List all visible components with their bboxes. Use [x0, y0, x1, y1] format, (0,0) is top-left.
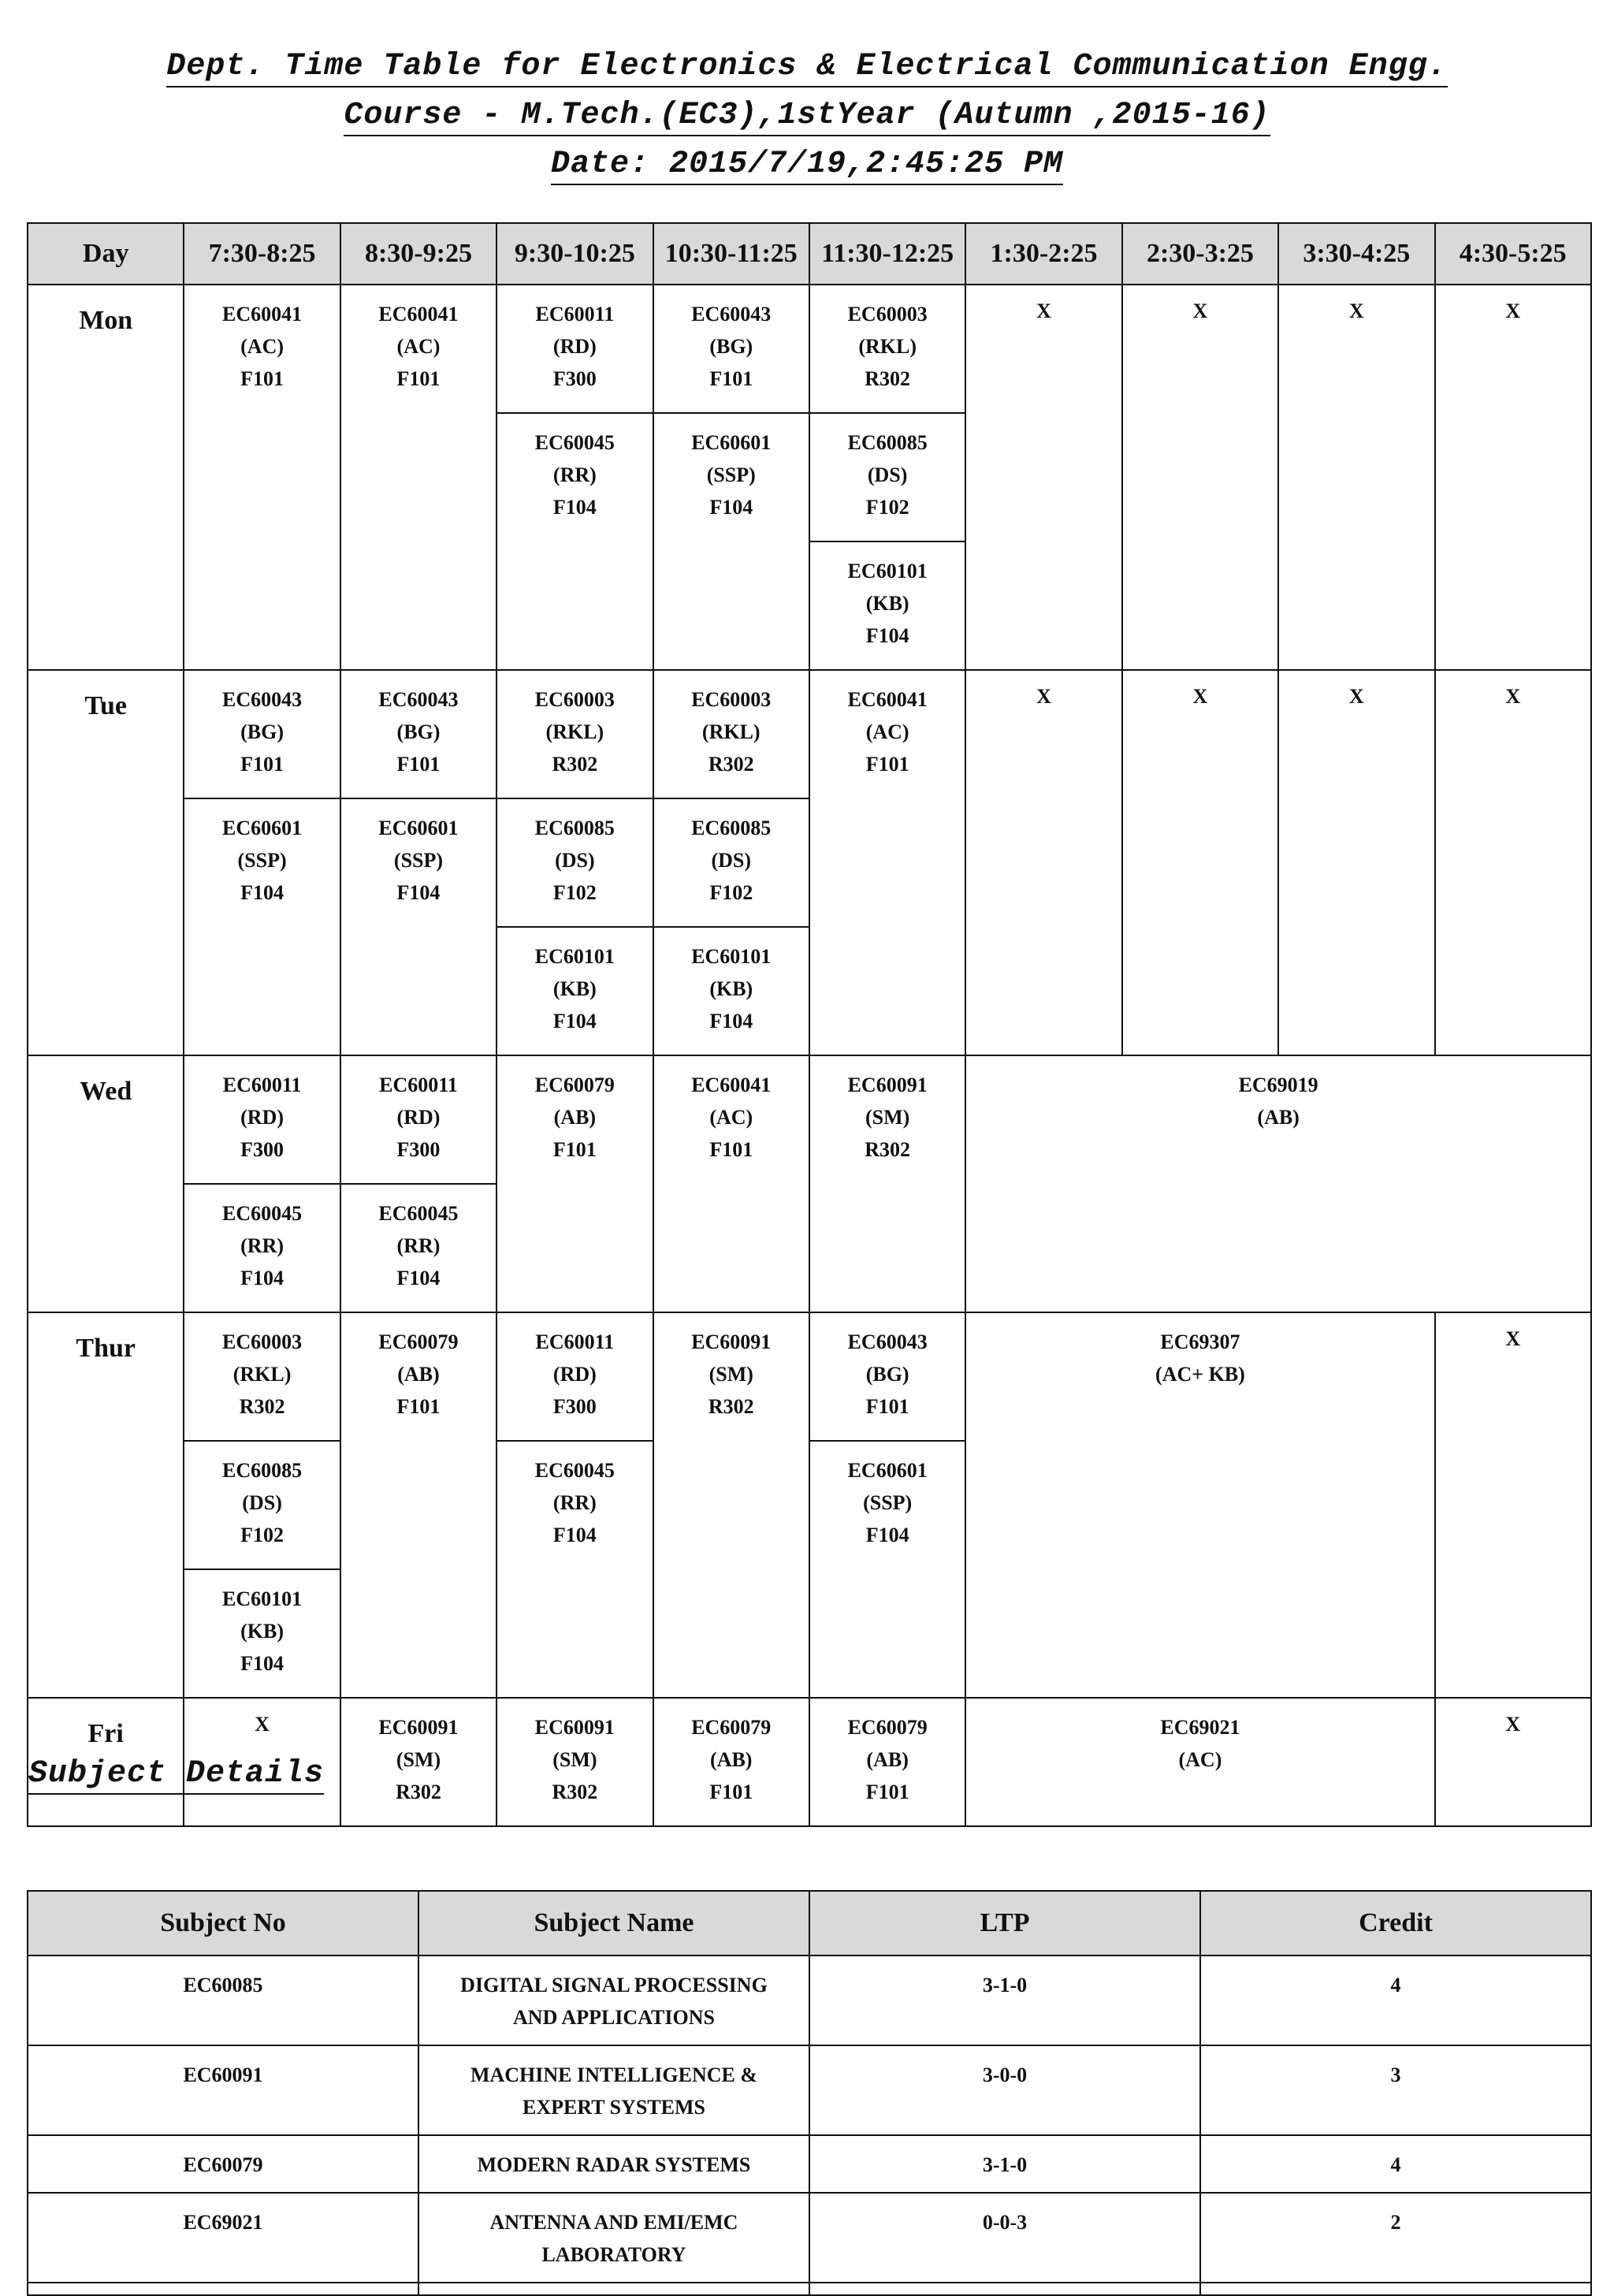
- no-class-mark: X: [1435, 1698, 1591, 1826]
- class-cell: EC60045 (RR) F104: [496, 1441, 653, 1698]
- table-row: [28, 2045, 1591, 2135]
- subject-ltp: 3-0-0: [809, 2045, 1200, 2135]
- col-header-slot: 11:30-12:25: [809, 223, 965, 285]
- class-cell: EC60043 (BG) F101: [340, 670, 496, 798]
- class-cell: EC60003 (RKL) R302: [809, 285, 965, 413]
- header-date: Date: 2015/7/19,2:45:25 PM: [0, 147, 1614, 182]
- timetable: [27, 222, 1592, 1827]
- subject-credit: 2: [1200, 2193, 1591, 2283]
- no-class-mark: X: [965, 285, 1121, 670]
- no-class-mark: X: [965, 670, 1121, 1055]
- col-header-ltp: LTP: [809, 1891, 1200, 1956]
- class-cell: EC60043 (BG) F101: [653, 285, 809, 413]
- class-cell: EC60091 (SM) R302: [809, 1055, 965, 1312]
- class-cell: EC60079 (AB) F101: [496, 1055, 653, 1312]
- class-cell: EC60085 (DS) F102: [496, 798, 653, 927]
- day-tue: Tue: [28, 670, 184, 1055]
- day-thu: Thur: [28, 1312, 184, 1698]
- empty-cell: [1200, 2283, 1591, 2295]
- day-wed: Wed: [28, 1055, 184, 1312]
- day-fri: Fri: [28, 1698, 184, 1826]
- class-cell: EC60043 (BG) F101: [184, 670, 340, 798]
- class-cell: EC60041 (AC) F101: [340, 285, 496, 670]
- col-header-slot: 8:30-9:25: [340, 223, 496, 285]
- class-cell: EC60091 (SM) R302: [340, 1698, 496, 1826]
- header-course: Course - M.Tech.(EC3),1stYear (Autumn ,2015-16): [0, 98, 1614, 133]
- class-cell: EC60079 (AB) F101: [809, 1698, 965, 1826]
- class-cell: EC60041 (AC) F101: [809, 670, 965, 1055]
- subject-name: MODERN RADAR SYSTEMS: [418, 2135, 809, 2193]
- class-cell: EC60003 (RKL) R302: [184, 1312, 340, 1441]
- lab-cell: EC69019 (AB): [965, 1055, 1591, 1312]
- subject-name: DIGITAL SIGNAL PROCESSING AND APPLICATIONS: [418, 1956, 809, 2045]
- subject-no: EC60091: [28, 2045, 418, 2135]
- class-cell: EC60045 (RR) F104: [184, 1184, 340, 1312]
- empty-cell: [809, 2283, 1200, 2295]
- subject-header-row: [28, 1891, 1591, 1956]
- class-cell: EC60101 (KB) F104: [809, 541, 965, 670]
- subject-no: EC60085: [28, 1956, 418, 2045]
- class-cell: EC60085 (DS) F102: [184, 1441, 340, 1569]
- table-row: [28, 2193, 1591, 2283]
- subject-name: ANTENNA AND EMI/EMC LABORATORY: [418, 2193, 809, 2283]
- table-row: [28, 1956, 1591, 2045]
- class-cell: EC60101 (KB) F104: [184, 1569, 340, 1698]
- no-class-mark: X: [1435, 1312, 1591, 1698]
- class-cell: EC60101 (KB) F104: [496, 927, 653, 1055]
- class-cell: EC60011 (RD) F300: [184, 1055, 340, 1184]
- subject-no: EC60079: [28, 2135, 418, 2193]
- col-header-slot: 10:30-11:25: [653, 223, 809, 285]
- class-cell: EC60003 (RKL) R302: [496, 670, 653, 798]
- class-cell: EC60085 (DS) F102: [809, 413, 965, 541]
- class-cell: EC60003 (RKL) R302: [653, 670, 809, 798]
- subject-credit: 4: [1200, 1956, 1591, 2045]
- timetable-header-row: [28, 223, 1591, 285]
- no-class-mark: X: [1278, 670, 1434, 1055]
- class-cell: EC60079 (AB) F101: [340, 1312, 496, 1698]
- subject-credit: 3: [1200, 2045, 1591, 2135]
- class-cell: EC60091 (SM) R302: [653, 1312, 809, 1698]
- day-mon: Mon: [28, 285, 184, 670]
- class-cell: EC60041 (AC) F101: [184, 285, 340, 670]
- class-cell: EC60091 (SM) R302: [496, 1698, 653, 1826]
- empty-cell: [418, 2283, 809, 2295]
- class-cell: EC60011 (RD) F300: [340, 1055, 496, 1184]
- no-class-mark: X: [184, 1698, 340, 1826]
- class-cell: EC60045 (RR) F104: [340, 1184, 496, 1312]
- subject-table: [27, 1890, 1592, 2296]
- class-cell: EC60045 (RR) F104: [496, 413, 653, 670]
- class-cell: EC60601 (SSP) F104: [184, 798, 340, 1055]
- subject-no: EC69021: [28, 2193, 418, 2283]
- subject-name: MACHINE INTELLIGENCE & EXPERT SYSTEMS: [418, 2045, 809, 2135]
- col-header-subject-name: Subject Name: [418, 1891, 809, 1956]
- class-cell: EC60011 (RD) F300: [496, 1312, 653, 1441]
- subject-ltp: 3-1-0: [809, 2135, 1200, 2193]
- class-cell: EC60601 (SSP) F104: [340, 798, 496, 1055]
- table-row: [28, 2135, 1591, 2193]
- col-header-slot: 2:30-3:25: [1122, 223, 1278, 285]
- subject-details-title: Subject Details: [28, 1756, 324, 1792]
- empty-cell: [28, 2283, 418, 2295]
- subject-ltp: 0-0-3: [809, 2193, 1200, 2283]
- col-header-slot: 9:30-10:25: [496, 223, 653, 285]
- col-header-day: Day: [28, 223, 184, 285]
- lab-cell: EC69307 (AC+ KB): [965, 1312, 1434, 1698]
- header-dept: Dept. Time Table for Electronics & Electrical Communication Engg.: [0, 49, 1614, 84]
- col-header-slot: 7:30-8:25: [184, 223, 340, 285]
- table-row: [28, 2283, 1591, 2295]
- col-header-slot: 1:30-2:25: [965, 223, 1121, 285]
- no-class-mark: X: [1435, 670, 1591, 1055]
- class-cell: EC60601 (SSP) F104: [653, 413, 809, 670]
- subject-ltp: 3-1-0: [809, 1956, 1200, 2045]
- class-cell: EC60043 (BG) F101: [809, 1312, 965, 1441]
- no-class-mark: X: [1435, 285, 1591, 670]
- class-cell: EC60085 (DS) F102: [653, 798, 809, 927]
- class-cell: EC60079 (AB) F101: [653, 1698, 809, 1826]
- lab-cell: EC69021 (AC): [965, 1698, 1434, 1826]
- subject-credit: 4: [1200, 2135, 1591, 2193]
- col-header-subject-no: Subject No: [28, 1891, 418, 1956]
- class-cell: EC60041 (AC) F101: [653, 1055, 809, 1312]
- no-class-mark: X: [1278, 285, 1434, 670]
- col-header-slot: 3:30-4:25: [1278, 223, 1434, 285]
- class-cell: EC60011 (RD) F300: [496, 285, 653, 413]
- col-header-slot: 4:30-5:25: [1435, 223, 1591, 285]
- no-class-mark: X: [1122, 670, 1278, 1055]
- no-class-mark: X: [1122, 285, 1278, 670]
- class-cell: EC60101 (KB) F104: [653, 927, 809, 1055]
- col-header-credit: Credit: [1200, 1891, 1591, 1956]
- class-cell: EC60601 (SSP) F104: [809, 1441, 965, 1698]
